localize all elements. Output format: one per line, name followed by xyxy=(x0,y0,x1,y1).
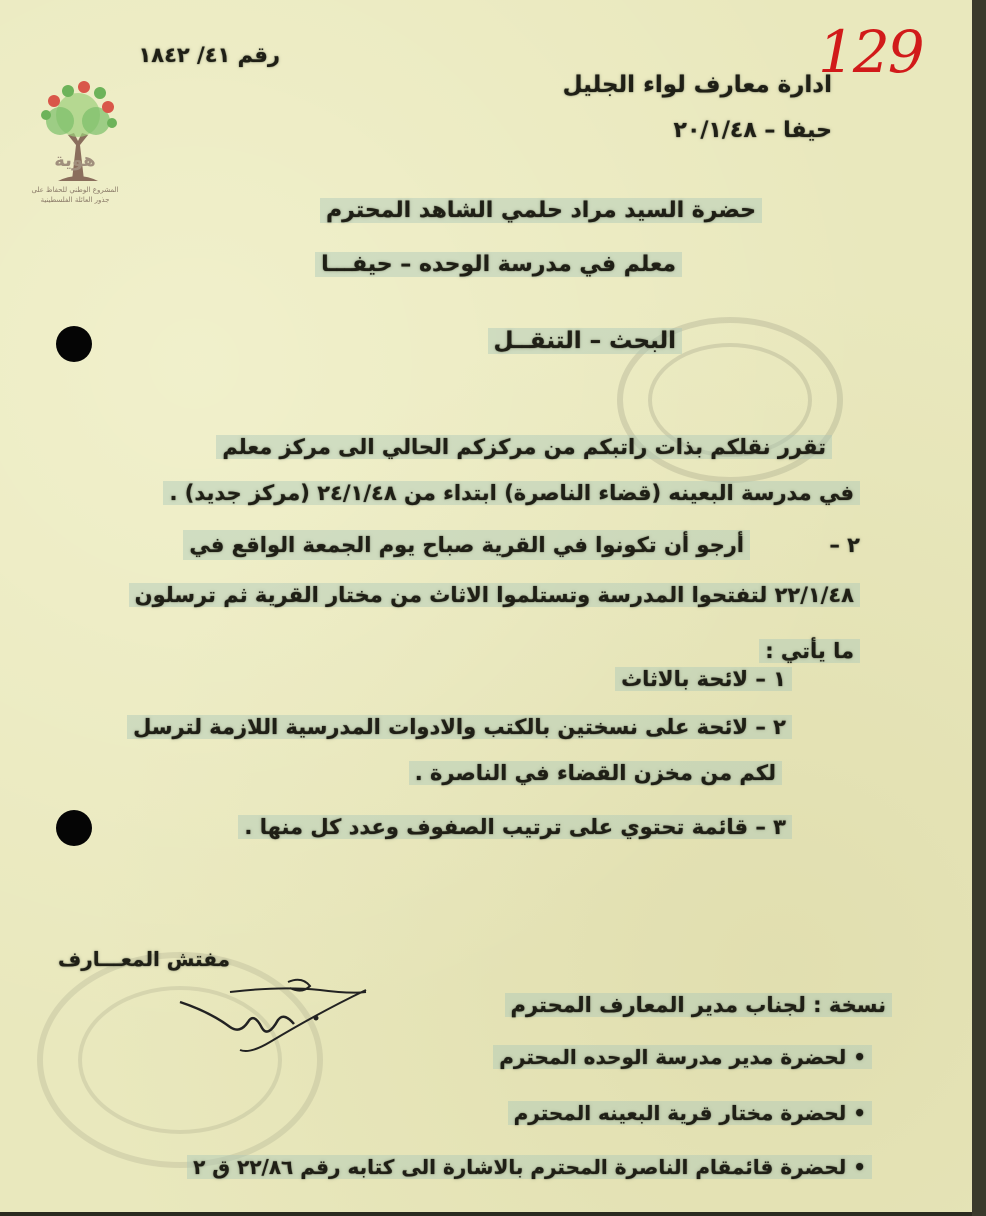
item-2-number: ٢ – xyxy=(829,533,860,557)
punch-hole xyxy=(56,810,92,846)
logo-tagline-1: المشروع الوطني للحفاظ على xyxy=(31,186,119,194)
copy-recipient-text: • لحضرة مختار قرية البعينه المحترم xyxy=(508,1101,872,1125)
punch-hole xyxy=(56,326,92,362)
copies-heading-text: نسخة : لجناب مدير المعارف المحترم xyxy=(505,993,892,1017)
body-paragraph-2-text: في مدرسة البعينه (قضاء الناصرة) ابتداء من ٢٤/١/٤٨ (مركز جديد) . xyxy=(163,481,860,505)
copy-recipient-text: • لحضرة مدير مدرسة الوحده المحترم xyxy=(493,1045,872,1069)
signatory-title: مفتش المعـــارف xyxy=(57,947,230,971)
list-item-books-text: ٢ – لائحة على نسختين بالكتب والادوات المدرسية اللازمة لترسل xyxy=(127,715,792,739)
logo-tagline-2: جذور العائلة الفلسطينية xyxy=(40,196,110,204)
subject-line xyxy=(488,326,682,356)
body-paragraph-3 xyxy=(129,580,860,610)
page-number: 129 xyxy=(818,18,923,86)
reference-number: رقم ٤١/ ١٨٤٢ xyxy=(138,43,280,67)
copy-recipient-text: • لحضرة قائمقام الناصرة المحترم بالاشارة الى كتابه رقم ٢٢/٨٦ ق ٢ xyxy=(187,1155,872,1179)
copy-recipient xyxy=(187,1152,872,1182)
copy-recipient xyxy=(508,1098,872,1128)
body-paragraph-1-text: تقرر نقلكم بذات راتبكم من مركزكم الحالي الى مركز معلم xyxy=(216,435,832,459)
addressee-line xyxy=(320,196,762,226)
copies-heading xyxy=(505,990,892,1020)
body-paragraph-4 xyxy=(759,636,860,666)
copy-recipient xyxy=(493,1042,872,1072)
body-paragraph-3-text: ٢٢/١/٤٨ لتفتحوا المدرسة وتستلموا الاثاث من مختار القرية ثم ترسلون xyxy=(129,583,860,607)
list-item-classes xyxy=(238,812,792,842)
logo-name: هوية xyxy=(54,150,96,171)
body-paragraph-2 xyxy=(163,478,860,508)
addressee-text: حضرة السيد مراد حلمي الشاهد المحترم xyxy=(320,198,762,223)
list-item-furniture xyxy=(615,664,792,694)
list-item-furniture-text: ١ – لائحة بالاثاث xyxy=(615,667,792,691)
addressee-position xyxy=(315,250,682,280)
department-name: ادارة معارف لواء الجليل xyxy=(562,72,832,98)
list-item-classes-text: ٣ – قائمة تحتوي على ترتيب الصفوف وعدد كل منها . xyxy=(238,815,792,839)
scan-edge xyxy=(972,0,986,1216)
list-item-books-continued-text: لكم من مخزن القضاء في الناصرة . xyxy=(409,761,782,785)
city-date: حيفا – ٢٠/١/٤٨ xyxy=(673,118,832,143)
body-paragraph-1 xyxy=(216,432,832,462)
body-paragraph-4-text: ما يأتي : xyxy=(759,639,860,663)
list-item-books-continued xyxy=(409,758,782,788)
item-2-text: أرجو أن تكونوا في القرية صباح يوم الجمعة الواقع في xyxy=(183,530,750,560)
handwritten-signature-icon xyxy=(170,972,380,1062)
list-item-books xyxy=(127,712,792,742)
addressee-position-text: معلم في مدرسة الوحده – حيفـــا xyxy=(315,252,682,277)
subject-text: البحث – التنقــل xyxy=(488,328,682,354)
